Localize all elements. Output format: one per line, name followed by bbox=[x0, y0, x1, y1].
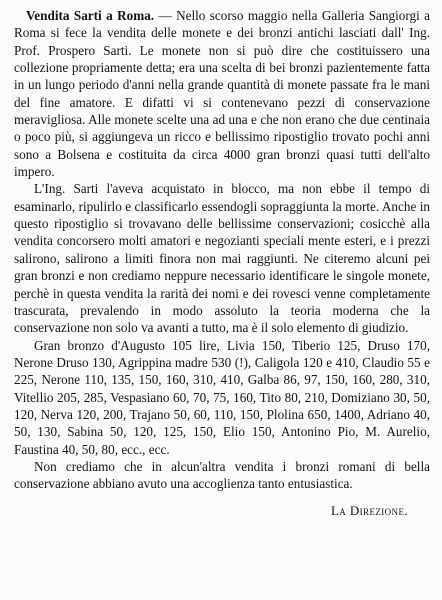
signature: La Direzione. bbox=[330, 502, 408, 518]
article-lead: Vendita Sarti a Roma. bbox=[26, 8, 155, 23]
paragraph-1-text: — Nello scorso maggio nella Galleria Sangiorgi a Roma si fece la vendita delle monete e dei bronzi antichi lasciati dall' Ing. Prof. Prospero Sarti. Le monete non si può dire che costituissero una collezione propriamente detta; era una scelta di bei bronzi pazientemente fatta in un lungo periodo d'anni nella grande quantità di monete passate fra le mani del fine amatore. E difatti vi si contenevano pezzi di conservazione meravigliosa. Alle monete scelte una ad una e che non erano che due centinaia o poco più, si aggiungeva un ricco e bellissimo ripostiglio trovato pochi anni sono a Bolsena e costituita da circa 4000 gran bronzi quasi tutti dell'alto impero. bbox=[14, 8, 430, 180]
paragraph-2: L'Ing. Sarti l'aveva acquistato in blocco, ma non ebbe il tempo di esaminarlo, ripulirlo e classificarlo essendogli sopraggiunta la morte. Anche in questo ripostiglio si trovavano delle bellissime conservazioni; cosicchè alla vendita concorsero molti amatori e negozianti speciali mente esteri, e i prezzi salirono, salirono a limiti finora non mai raggiunti. Ne citeremo alcuni pei gran bronzi e non crediamo neppure necessario identificare le singole monete, perchè in questa vendita la rarità dei nomi e dei rovesci venne completamente trascurata, prevalendo in modo assoluto la teoria moderna che la conservazione non solo va avanti a tutto, ma è il solo elemento di giudizio. bbox=[14, 181, 430, 336]
paragraph-1 bbox=[14, 7, 430, 180]
paragraph-4: Non crediamo che in alcun'altra vendita i bronzi romani di bella conservazione abbiano avuto una accoglienza tanto entusiastica. bbox=[14, 458, 430, 492]
paragraph-3-price-list: Gran bronzo d'Augusto 105 lire, Livia 150, Tiberio 125, Druso 170, Nerone Druso 130, Agrippina madre 530 (!), Caligola 120 e 410, Claudio 55 e 225, Nerone 110, 135, 150, 160, 310, 410, Galba 86, 97, 150, 160, 280, 310, Vitellio 205, 285, Vespasiano 60, 70, 75, 160, Tito 80, 210, Domiziano 30, 50, 120, Nerva 120, 200, Trajano 50, 60, 110, 150, Plolina 650, 1400, Adriano 40, 50, 130, Sabina 50, 120, 125, 150, Elio 150, Antonino Pio, M. Aurelio, Faustina 40, 50, 80, ecc., ecc. bbox=[14, 337, 430, 457]
